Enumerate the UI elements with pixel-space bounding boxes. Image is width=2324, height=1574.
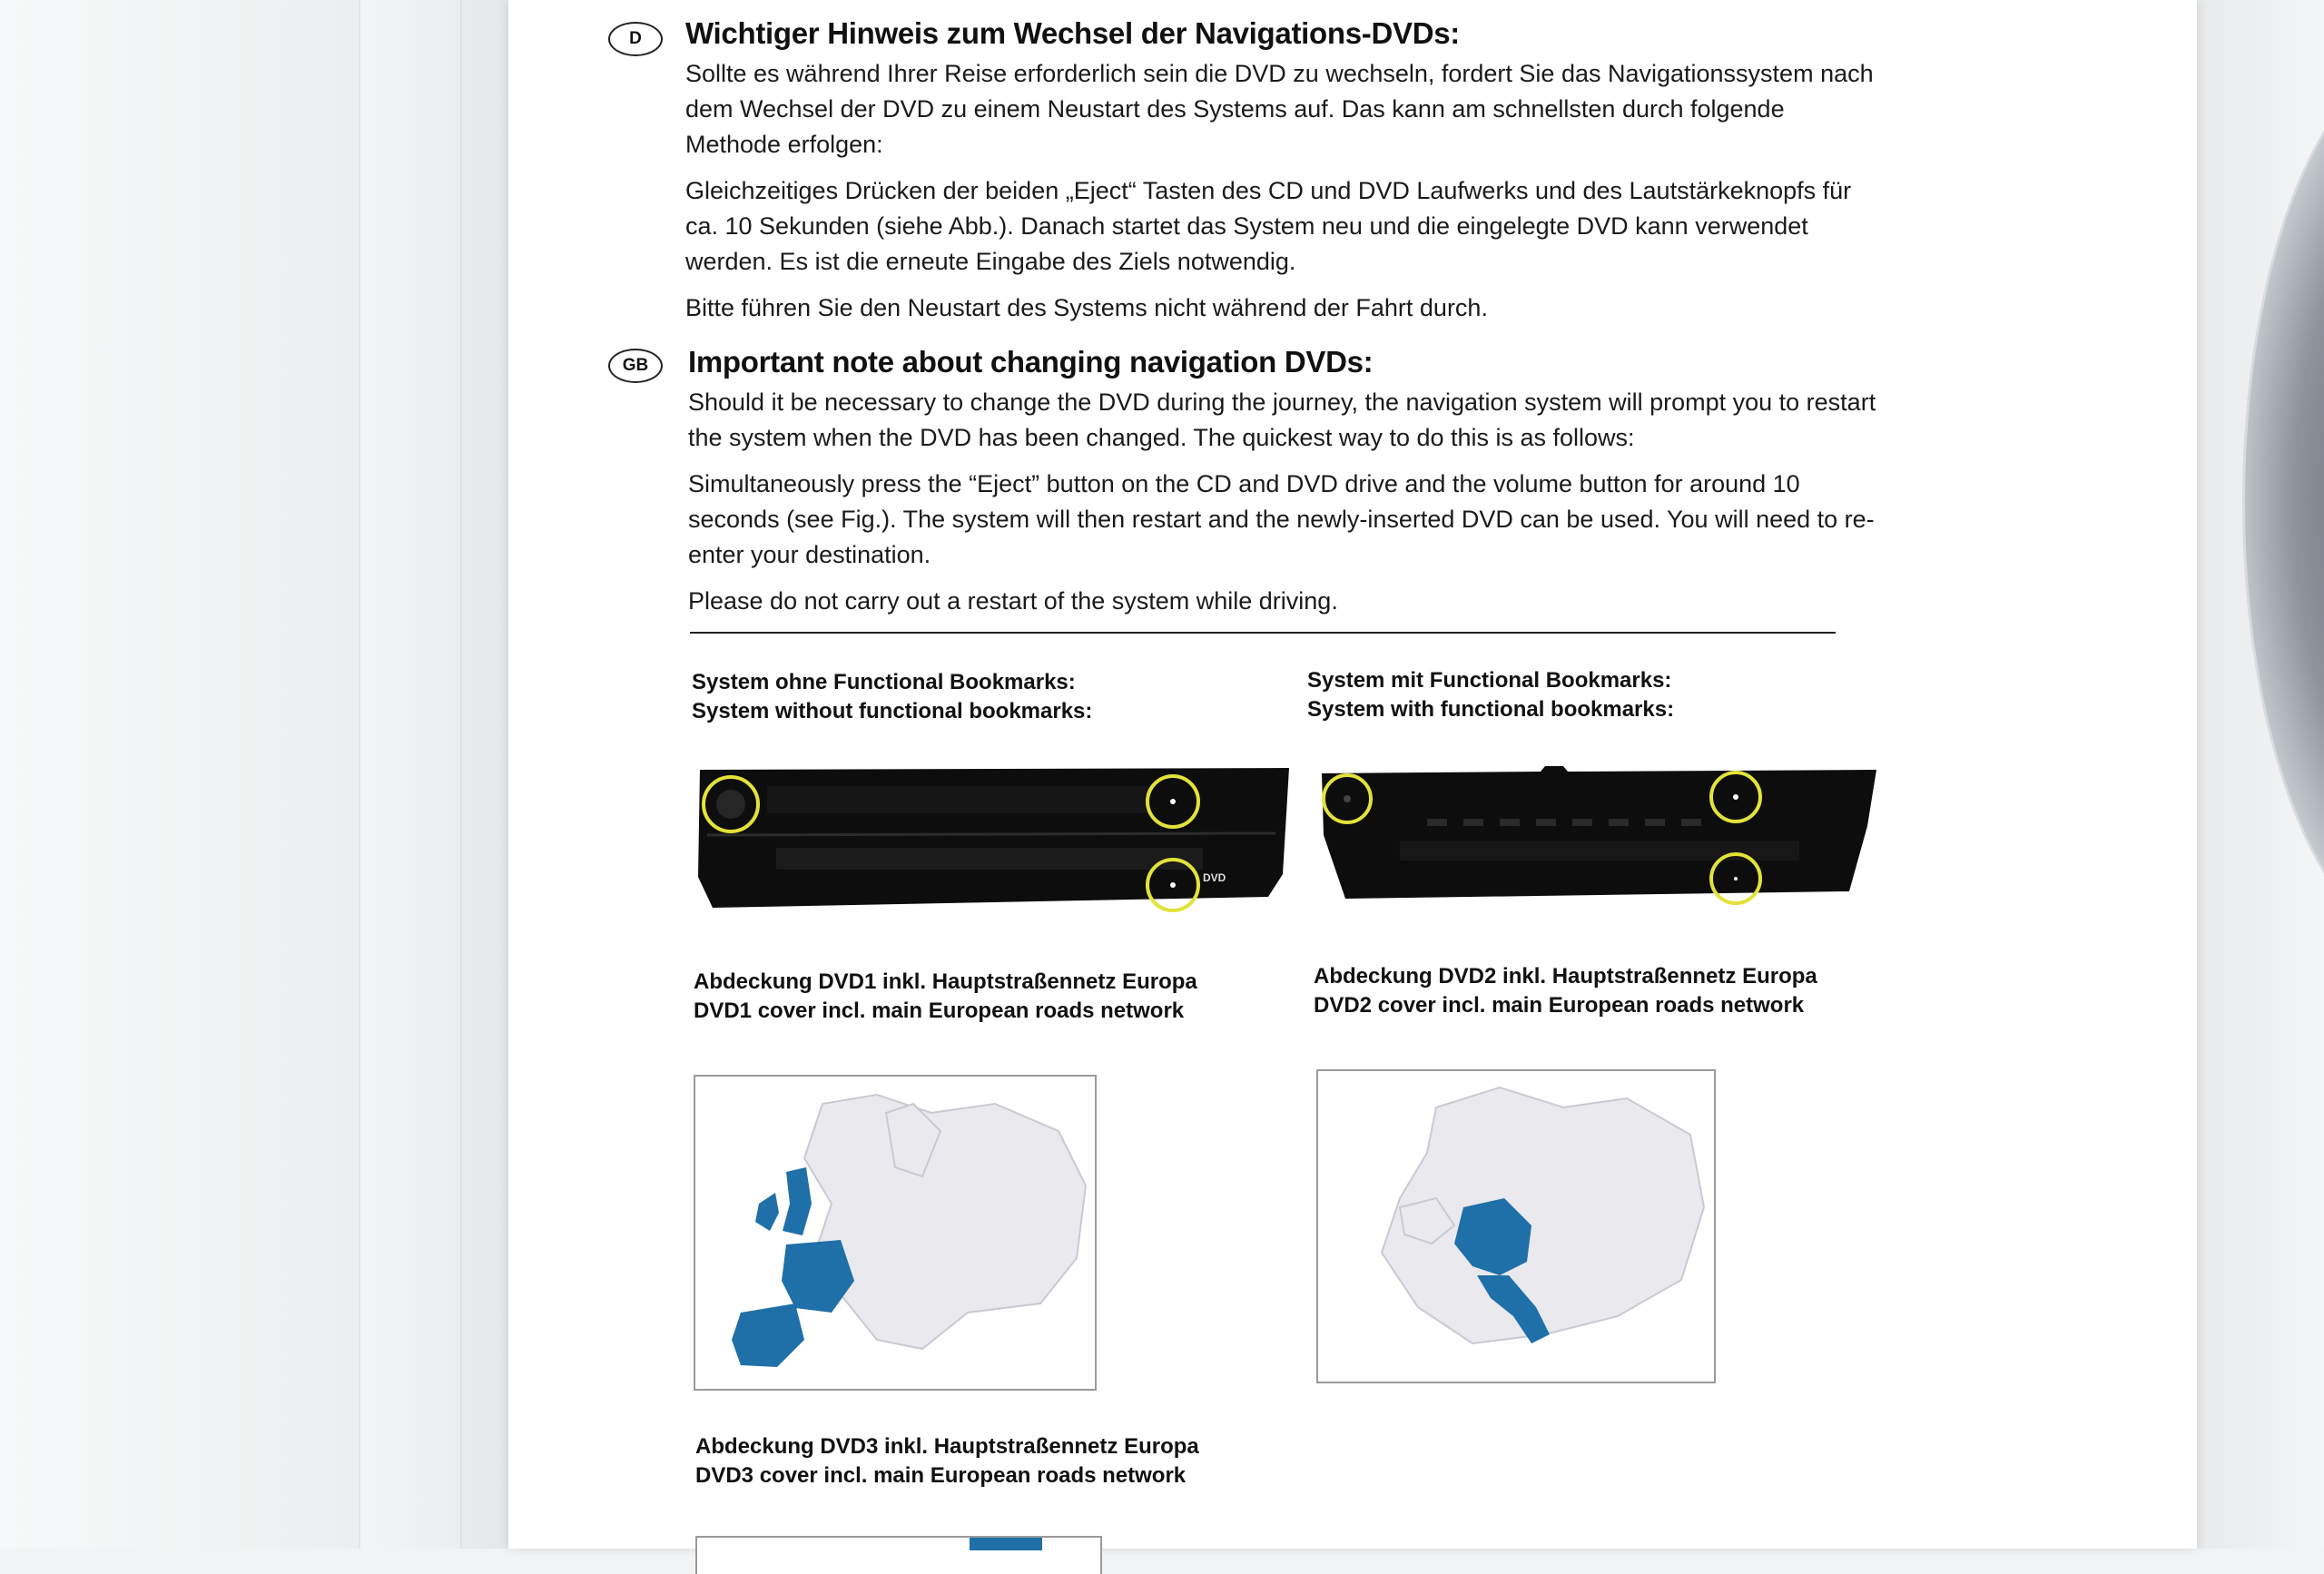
caption-coverage-dvd2-de: Abdeckung DVD2 inkl. Hauptstraßennetz Europa: [1314, 964, 1817, 989]
instruction-sheet: [508, 0, 2197, 1549]
paragraph-german-2: Gleichzeitiges Drücken der beiden „Eject“ Tasten des CD und DVD Laufwerks und des Lautstärkeknopfs für ca. 10 Sekunden (siehe Abb.). Danach startet das System neu und die eingelegte DVD kann verwendet werden. Es ist die erneute Eingabe des Ziels notwendig.: [685, 177, 1852, 275]
coverage-map-dvd3: [695, 1536, 1102, 1574]
paragraph-german-1: Sollte es während Ihrer Reise erforderlich sein die DVD zu wechseln, fordert Sie das Navigationssystem nach dem Wechsel der DVD zu einem Neustart des Systems auf. Das kann am schnellsten durch folgende Methode erfolgen:: [685, 60, 1874, 158]
paragraph-english-2: Simultaneously press the “Eject” button on the CD and DVD drive and the volume button for around 10 seconds (see Fig.). The system will then restart and the newly-inserted DVD can be used. You will need to re-enter your destination.: [688, 470, 1875, 568]
heading-english: Important note about changing navigation DVDs:: [688, 345, 1374, 379]
caption-coverage-dvd2-en: DVD2 cover incl. main European roads network: [1314, 993, 1805, 1018]
head-unit-with-bookmarks: [1318, 762, 1886, 917]
paragraph-german-3: Bitte führen Sie den Neustart des Systems nicht während der Fahrt durch.: [685, 294, 1488, 321]
paragraph-english-3: Please do not carry out a restart of the system while driving.: [688, 587, 1338, 615]
caption-coverage-dvd3: [695, 1432, 1199, 1490]
dvd-case-left-panel: [0, 0, 508, 1549]
dvd-logo: DVD: [1203, 871, 1226, 884]
caption-coverage-dvd1-de: Abdeckung DVD1 inkl. Hauptstraßennetz Europa: [694, 969, 1197, 994]
map-ireland: [755, 1193, 779, 1231]
caption-without-bookmarks-de: System ohne Functional Bookmarks:: [692, 670, 1076, 694]
section-german: [685, 16, 1884, 337]
coverage-map-dvd2: [1316, 1069, 1716, 1383]
map-iberia: [732, 1303, 804, 1367]
language-badge-de: D: [608, 22, 663, 56]
paragraph-english-1: Should it be necessary to change the DVD during the journey, the navigation system will prompt you to restart the system when the DVD has been changed. The quickest way to do this is as follows:: [688, 389, 1876, 451]
caption-coverage-dvd1: [694, 968, 1197, 1026]
caption-with-bookmarks-en: System with functional bookmarks:: [1307, 697, 1675, 722]
caption-coverage-dvd3-de: Abdeckung DVD3 inkl. Hauptstraßennetz Europa: [695, 1434, 1199, 1459]
caption-without-bookmarks-en: System without functional bookmarks:: [692, 699, 1093, 723]
caption-with-bookmarks: [1307, 666, 1674, 724]
caption-without-bookmarks: [692, 668, 1092, 726]
case-ridge: [359, 0, 462, 1549]
coverage-map-dvd1: [694, 1075, 1097, 1391]
section-english: [688, 345, 1886, 630]
caption-with-bookmarks-de: System mit Functional Bookmarks:: [1307, 668, 1672, 693]
language-badge-gb: GB: [608, 349, 663, 383]
section-divider: [690, 632, 1836, 634]
head-unit-without-bookmarks: [694, 761, 1298, 924]
caption-coverage-dvd2: [1314, 962, 1817, 1020]
caption-coverage-dvd1-en: DVD1 cover incl. main European roads network: [694, 999, 1185, 1023]
heading-german: Wichtiger Hinweis zum Wechsel der Navigations-DVDs:: [685, 16, 1460, 50]
map-great-britain: [783, 1167, 812, 1235]
map-france: [782, 1240, 854, 1313]
caption-coverage-dvd3-en: DVD3 cover incl. main European roads network: [695, 1463, 1187, 1488]
